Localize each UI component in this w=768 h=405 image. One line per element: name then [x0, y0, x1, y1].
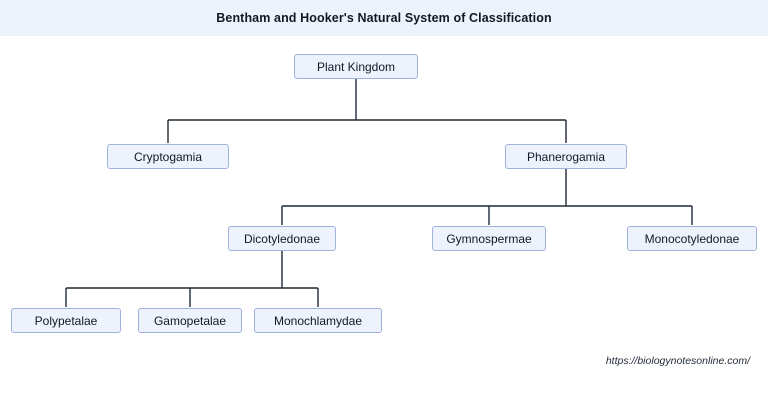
connector-lines: [0, 36, 768, 405]
node-label: Plant Kingdom: [316, 59, 396, 74]
title-bar: [0, 0, 768, 36]
node-label: Gamopetalae: [153, 313, 227, 328]
node-monocotyledonae[interactable]: [627, 226, 757, 251]
node-monochlamydae[interactable]: [254, 308, 382, 333]
node-dicotyledonae[interactable]: [228, 226, 336, 251]
node-label: Monochlamydae: [273, 313, 363, 328]
node-plant-kingdom[interactable]: [294, 54, 418, 79]
node-polypetalae[interactable]: [11, 308, 121, 333]
node-label: Dicotyledonae: [243, 231, 321, 246]
page-title: Bentham and Hooker's Natural System of Classification: [216, 11, 552, 25]
source-credit: https://biologynotesonline.com/: [605, 355, 750, 367]
node-gymnospermae[interactable]: [432, 226, 546, 251]
node-label: Monocotyledonae: [644, 231, 740, 246]
node-label: Phanerogamia: [526, 149, 606, 164]
node-label: Cryptogamia: [133, 149, 203, 164]
node-label: Polypetalae: [34, 313, 98, 328]
node-label: Gymnospermae: [446, 231, 532, 246]
diagram-canvas: [0, 36, 768, 405]
node-cryptogamia[interactable]: [107, 144, 229, 169]
node-gamopetalae[interactable]: [138, 308, 242, 333]
node-phanerogamia[interactable]: [505, 144, 627, 169]
